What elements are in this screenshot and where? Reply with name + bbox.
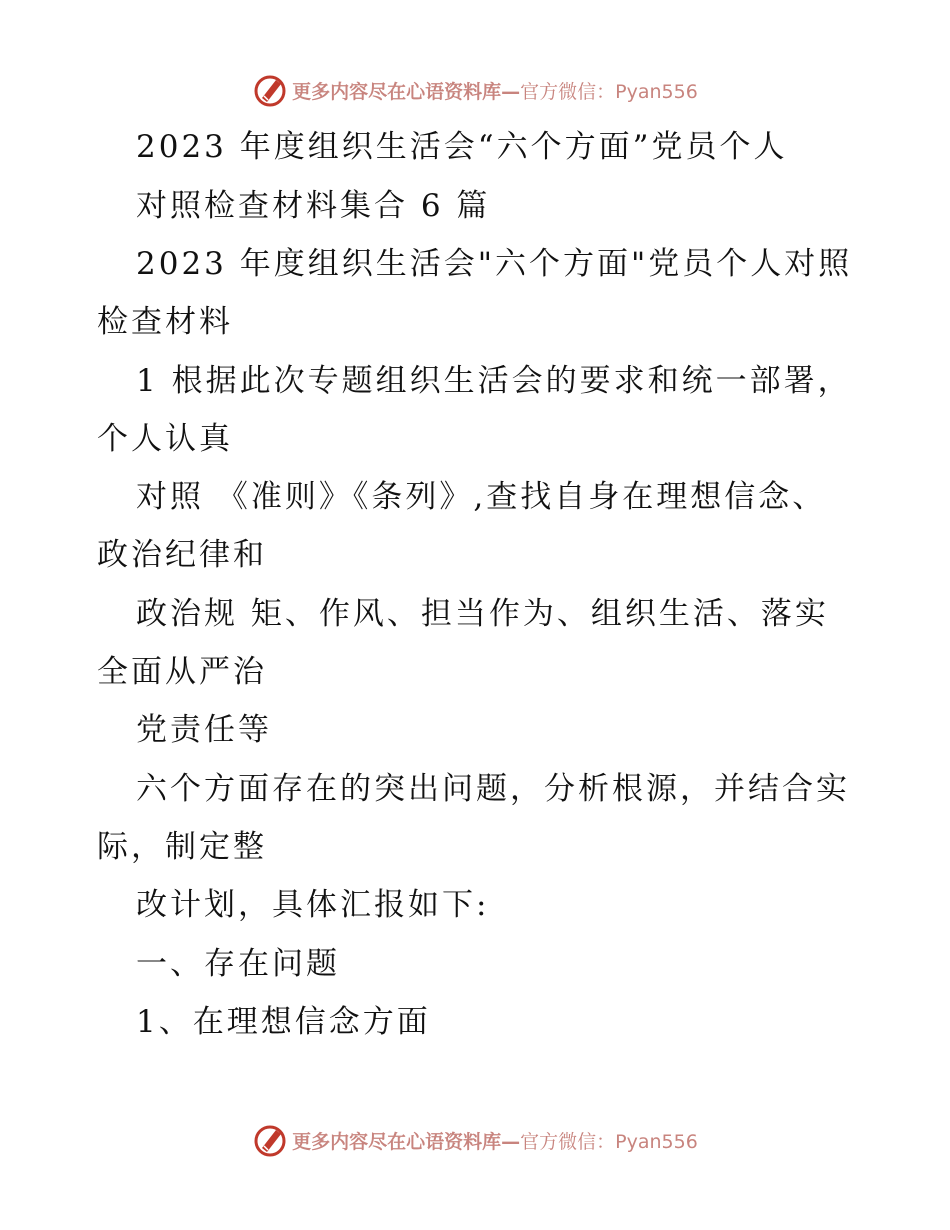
header-banner — [0, 70, 950, 110]
paragraph-line: 六个方面存在的突出问题，分析根源，并结合实 — [136, 771, 850, 807]
subsection-heading: 1、在理想信念方面 — [136, 1004, 431, 1040]
paragraph-line: 检查材料 — [97, 304, 233, 340]
document-title-line-2: 对照检查材料集合 6 篇 — [136, 188, 491, 224]
paragraph-line: 1 根据此次专题组织生活会的要求和统一部署， — [136, 363, 852, 399]
paragraph-line: 党责任等 — [136, 712, 272, 748]
footer-banner-text: 更多内容尽在心语资料库—官方微信：Pyan556 — [292, 1130, 698, 1153]
section-heading: 一、存在问题 — [136, 946, 340, 982]
paragraph-line: 际，制定整 — [97, 829, 267, 865]
paragraph-line: 改计划，具体汇报如下: — [136, 887, 490, 923]
paragraph-line: 政治纪律和 — [97, 537, 267, 573]
paragraph-line: 个人认真 — [97, 421, 233, 457]
pen-nib-logo-icon — [252, 1122, 288, 1158]
paragraph-line: 政治规 矩、作风、担当作为、组织生活、落实 — [136, 596, 829, 632]
paragraph-line: 2023 年度组织生活会"六个方面"党员个人对照 — [136, 246, 853, 282]
header-banner-text: 更多内容尽在心语资料库—官方微信：Pyan556 — [292, 80, 698, 103]
footer-banner — [0, 1120, 950, 1160]
pen-nib-logo-icon — [252, 72, 288, 108]
paragraph-line: 对照 《准则》《条列》,查找自身在理想信念、 — [136, 479, 827, 515]
document-title-line-1: 2023 年度组织生活会“六个方面”党员个人 — [136, 129, 788, 165]
paragraph-line: 全面从严治 — [97, 654, 267, 690]
